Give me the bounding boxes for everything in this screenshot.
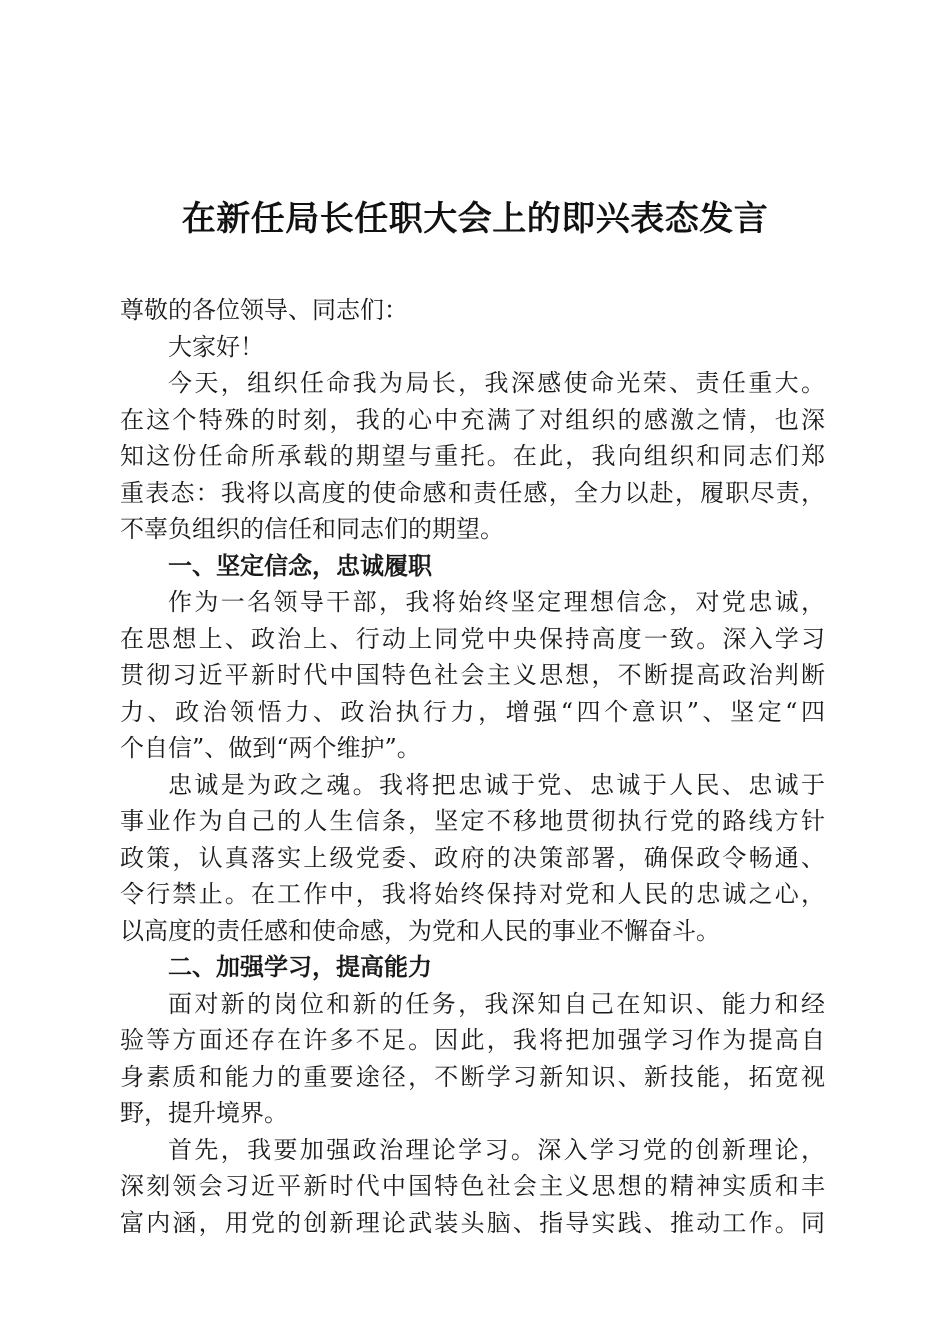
document-title: 在新任局长任职大会上的即兴表态发言 (181, 199, 769, 239)
text-line: 今天，组织任命我为局长，我深感使命光荣、责任重大。 (168, 369, 825, 397)
text-line: 深刻领会习近平新时代中国特色社会主义思想的精神实质和丰 (120, 1172, 825, 1200)
text-line: 政策，认真落实上级党委、政府的决策部署，确保政令畅通、 (120, 843, 825, 872)
text-line: 身素质和能力的重要途径，不断学习新知识、新技能，拓宽视 (120, 1062, 825, 1091)
text-line: 面对新的岗位和新的任务，我深知自己在知识、能力和经 (168, 989, 825, 1018)
text-line: 验等方面还存在许多不足。因此，我将把加强学习作为提高自 (120, 1026, 825, 1054)
text-line: 忠诚是为政之魂。我将把忠诚于党、忠诚于人民、忠诚于 (168, 770, 825, 799)
text-line: 不辜负组织的信任和同志们的期望。 (120, 515, 504, 543)
text-line: 知这份任命所承载的期望与重托。在此，我向组织和同志们郑 (120, 442, 825, 470)
text-line: 重表态：我将以高度的使命感和责任感，全力以赴，履职尽责， (120, 478, 825, 507)
text-line: 贯彻习近平新时代中国特色社会主义思想，不断提高政治判断 (120, 661, 825, 689)
text-line: 令行禁止。在工作中，我将始终保持对党和人民的忠诚之心， (120, 880, 825, 908)
text-line: 事业作为自己的人生信条，坚定不移地贯彻执行党的路线方针 (120, 807, 825, 835)
text-line: 尊敬的各位领导、同志们： (120, 296, 408, 324)
text-line: 作为一名领导干部，我将始终坚定理想信念，对党忠诚， (168, 588, 825, 616)
text-line: 首先，我要加强政治理论学习。深入学习党的创新理论， (168, 1135, 825, 1164)
text-line: 力、政治领悟力、政治执行力，增强“四个意识”、坚定“四 (120, 697, 825, 726)
text-line: 野，提升境界。 (120, 1099, 288, 1127)
text-line: 在思想上、政治上、行动上同党中央保持高度一致。深入学习 (120, 624, 825, 653)
text-line: 在这个特殊的时刻，我的心中充满了对组织的感激之情，也深 (120, 405, 825, 434)
section-heading: 二、加强学习，提高能力 (168, 953, 432, 981)
section-heading: 一、坚定信念，忠诚履职 (168, 551, 432, 580)
text-line: 个自信”、做到“两个维护”。 (120, 734, 421, 762)
document-body (120, 292, 825, 1241)
text-line: 以高度的责任感和使命感，为党和人民的事业不懈奋斗。 (120, 916, 720, 945)
text-line: 富内涵，用党的创新理论武装头脑、指导实践、推动工作。同 (120, 1208, 825, 1237)
text-line: 大家好！ (168, 332, 264, 361)
